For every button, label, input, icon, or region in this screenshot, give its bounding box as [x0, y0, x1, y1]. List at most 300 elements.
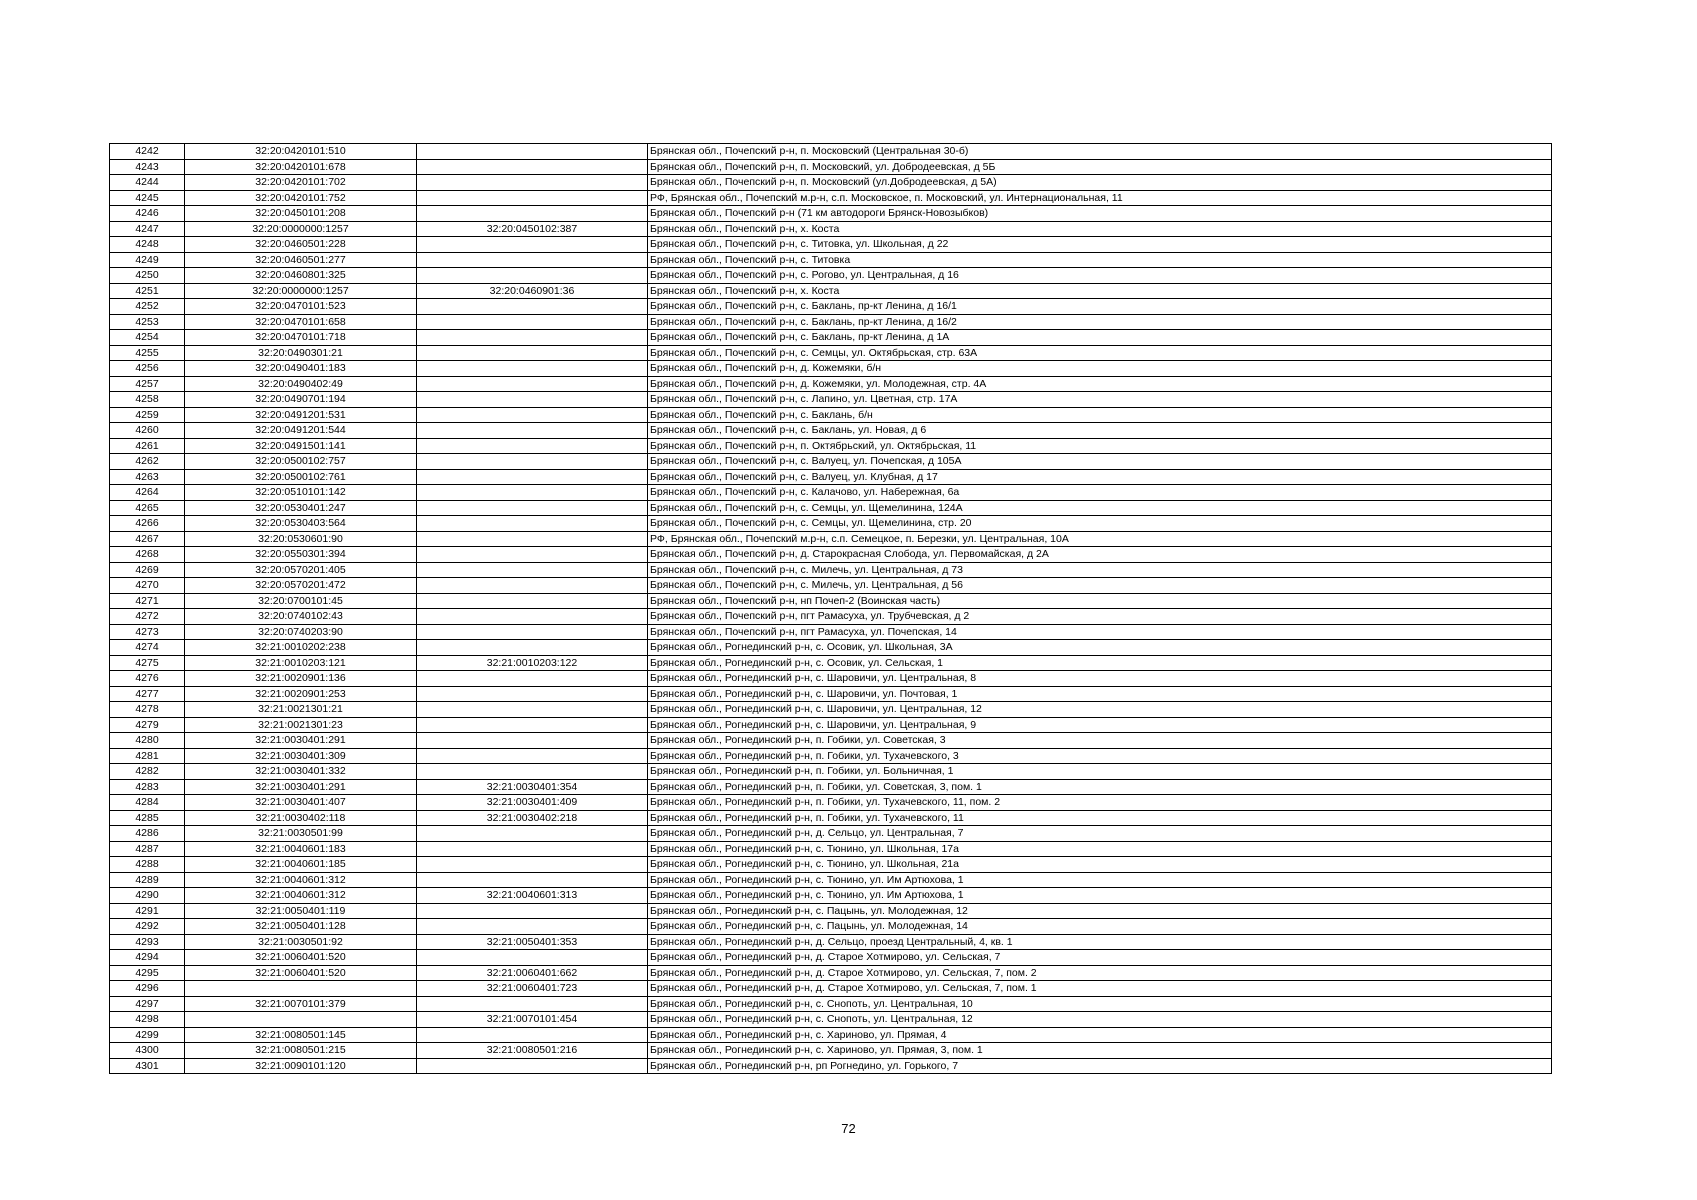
row-number-cell: 4281 [110, 748, 185, 764]
cadastral-number-cell [185, 1012, 417, 1028]
table-row [110, 1027, 1552, 1043]
row-number-cell: 4293 [110, 934, 185, 950]
related-cadastral-number-cell: 32:21:0040601:313 [417, 888, 648, 904]
row-number-cell: 4247 [110, 221, 185, 237]
cadastral-number-cell: 32:21:0030401:407 [185, 795, 417, 811]
related-cadastral-number-cell: 32:21:0030401:409 [417, 795, 648, 811]
cadastral-number-cell: 32:20:0420101:510 [185, 144, 417, 160]
cadastral-number-cell: 32:20:0420101:678 [185, 159, 417, 175]
cadastral-number-cell [185, 981, 417, 997]
row-number-cell: 4261 [110, 438, 185, 454]
cadastral-number-cell: 32:20:0550301:394 [185, 547, 417, 563]
cadastral-number-cell: 32:20:0420101:752 [185, 190, 417, 206]
address-cell: Брянская обл., Почепский р-н, с. Титовка, ул. Школьная, д 22 [648, 237, 1552, 253]
address-cell: Брянская обл., Почепский р-н, с. Милечь, ул. Центральная, д 56 [648, 578, 1552, 594]
row-number-cell: 4290 [110, 888, 185, 904]
address-cell: Брянская обл., Рогнединский р-н, с. Снопоть, ул. Центральная, 10 [648, 996, 1552, 1012]
row-number-cell: 4276 [110, 671, 185, 687]
address-cell: Брянская обл., Рогнединский р-н, п. Гобики, ул. Тухачевского, 3 [648, 748, 1552, 764]
row-number-cell: 4291 [110, 903, 185, 919]
address-cell: Брянская обл., Почепский р-н, с. Милечь, ул. Центральная, д 73 [648, 562, 1552, 578]
cadastral-number-cell: 32:20:0000000:1257 [185, 221, 417, 237]
address-cell: Брянская обл., Рогнединский р-н, с. Пацынь, ул. Молодежная, 14 [648, 919, 1552, 935]
address-cell: Брянская обл., Рогнединский р-н, д. Старое Хотмирово, ул. Сельская, 7, пом. 2 [648, 965, 1552, 981]
row-number-cell: 4271 [110, 593, 185, 609]
address-cell: Брянская обл., Почепский р-н, с. Семцы, ул. Щемелинина, 124А [648, 500, 1552, 516]
related-cadastral-number-cell [417, 578, 648, 594]
address-cell: Брянская обл., Почепский р-н, с. Рогово, ул. Центральная, д 16 [648, 268, 1552, 284]
row-number-cell: 4246 [110, 206, 185, 222]
related-cadastral-number-cell: 32:21:0030402:218 [417, 810, 648, 826]
row-number-cell: 4268 [110, 547, 185, 563]
address-cell: Брянская обл., Рогнединский р-н, д. Старое Хотмирово, ул. Сельская, 7, пом. 1 [648, 981, 1552, 997]
related-cadastral-number-cell [417, 624, 648, 640]
table-row [110, 810, 1552, 826]
address-cell: Брянская обл., Почепский р-н, с. Семцы, ул. Октябрьская, стр. 63А [648, 345, 1552, 361]
table-row [110, 392, 1552, 408]
cadastral-number-cell: 32:20:0470101:718 [185, 330, 417, 346]
cadastral-number-cell: 32:20:0470101:523 [185, 299, 417, 315]
table-row [110, 872, 1552, 888]
table-row [110, 1058, 1552, 1074]
address-cell: Брянская обл., Рогнединский р-н, с. Хариново, ул. Прямая, 3, пом. 1 [648, 1043, 1552, 1059]
related-cadastral-number-cell [417, 454, 648, 470]
table-row [110, 330, 1552, 346]
cadastral-number-cell: 32:21:0060401:520 [185, 950, 417, 966]
address-cell: Брянская обл., Почепский р-н, с. Баклань, б/н [648, 407, 1552, 423]
related-cadastral-number-cell [417, 175, 648, 191]
row-number-cell: 4262 [110, 454, 185, 470]
row-number-cell: 4267 [110, 531, 185, 547]
related-cadastral-number-cell: 32:20:0450102:387 [417, 221, 648, 237]
table-row [110, 640, 1552, 656]
address-cell: Брянская обл., Почепский р-н, пгт Рамасуха, ул. Трубчевская, д 2 [648, 609, 1552, 625]
table-row [110, 981, 1552, 997]
table-row [110, 562, 1552, 578]
table-row [110, 888, 1552, 904]
table-row [110, 376, 1552, 392]
related-cadastral-number-cell [417, 252, 648, 268]
cadastral-number-cell: 32:21:0030501:99 [185, 826, 417, 842]
table-row [110, 283, 1552, 299]
related-cadastral-number-cell [417, 717, 648, 733]
row-number-cell: 4245 [110, 190, 185, 206]
address-cell: Брянская обл., Почепский р-н, с. Лапино, ул. Цветная, стр. 17А [648, 392, 1552, 408]
address-cell: Брянская обл., Почепский р-н, с. Баклань, пр-кт Ленина, д 1А [648, 330, 1552, 346]
cadastral-number-cell: 32:20:0530401:247 [185, 500, 417, 516]
cadastral-number-cell: 32:20:0510101:142 [185, 485, 417, 501]
related-cadastral-number-cell [417, 376, 648, 392]
address-cell: Брянская обл., Рогнединский р-н, д. Сельцо, ул. Центральная, 7 [648, 826, 1552, 842]
related-cadastral-number-cell [417, 857, 648, 873]
row-number-cell: 4285 [110, 810, 185, 826]
cadastral-number-cell: 32:21:0021301:21 [185, 702, 417, 718]
related-cadastral-number-cell: 32:21:0080501:216 [417, 1043, 648, 1059]
related-cadastral-number-cell [417, 314, 648, 330]
related-cadastral-number-cell: 32:21:0050401:353 [417, 934, 648, 950]
cadastral-number-cell: 32:21:0050401:128 [185, 919, 417, 935]
address-cell: Брянская обл., Почепский р-н, д. Старокрасная Слобода, ул. Первомайская, д 2А [648, 547, 1552, 563]
address-cell: РФ, Брянская обл., Почепский м.р-н, с.п. Московское, п. Московский, ул. Интернациональная, 11 [648, 190, 1552, 206]
table-row [110, 438, 1552, 454]
address-cell: Брянская обл., Рогнединский р-н, д. Старое Хотмирово, ул. Сельская, 7 [648, 950, 1552, 966]
related-cadastral-number-cell: 32:21:0030401:354 [417, 779, 648, 795]
row-number-cell: 4284 [110, 795, 185, 811]
related-cadastral-number-cell: 32:21:0010203:122 [417, 655, 648, 671]
related-cadastral-number-cell [417, 500, 648, 516]
address-cell: Брянская обл., Почепский р-н, п. Московский (ул.Добродеевская, д 5А) [648, 175, 1552, 191]
address-cell: Брянская обл., Почепский р-н, п. Московский, ул. Добродеевская, д 5Б [648, 159, 1552, 175]
address-cell: Брянская обл., Почепский р-н, с. Баклань, ул. Новая, д 6 [648, 423, 1552, 439]
cadastral-number-cell: 32:21:0080501:145 [185, 1027, 417, 1043]
row-number-cell: 4287 [110, 841, 185, 857]
related-cadastral-number-cell [417, 330, 648, 346]
registry-table-body [110, 144, 1552, 1074]
related-cadastral-number-cell [417, 919, 648, 935]
related-cadastral-number-cell [417, 640, 648, 656]
related-cadastral-number-cell: 32:21:0060401:723 [417, 981, 648, 997]
address-cell: Брянская обл., Рогнединский р-н, с. Тюнино, ул. Школьная, 17а [648, 841, 1552, 857]
table-row [110, 903, 1552, 919]
table-row [110, 144, 1552, 160]
address-cell: Брянская обл., Почепский р-н (71 км автодороги Брянск-Новозыбков) [648, 206, 1552, 222]
row-number-cell: 4256 [110, 361, 185, 377]
cadastral-number-cell: 32:20:0500102:761 [185, 469, 417, 485]
table-row [110, 717, 1552, 733]
table-row [110, 748, 1552, 764]
row-number-cell: 4258 [110, 392, 185, 408]
related-cadastral-number-cell [417, 407, 648, 423]
related-cadastral-number-cell [417, 190, 648, 206]
address-cell: Брянская обл., Рогнединский р-н, п. Гобики, ул. Советская, 3 [648, 733, 1552, 749]
table-row [110, 454, 1552, 470]
related-cadastral-number-cell [417, 516, 648, 532]
table-row [110, 779, 1552, 795]
table-row [110, 485, 1552, 501]
related-cadastral-number-cell [417, 1058, 648, 1074]
cadastral-number-cell: 32:20:0000000:1257 [185, 283, 417, 299]
table-row [110, 950, 1552, 966]
table-row [110, 841, 1552, 857]
related-cadastral-number-cell [417, 748, 648, 764]
row-number-cell: 4255 [110, 345, 185, 361]
related-cadastral-number-cell [417, 609, 648, 625]
cadastral-number-cell: 32:20:0460501:228 [185, 237, 417, 253]
row-number-cell: 4282 [110, 764, 185, 780]
cadastral-number-cell: 32:21:0040601:183 [185, 841, 417, 857]
table-row [110, 407, 1552, 423]
address-cell: Брянская обл., Почепский р-н, х. Коста [648, 283, 1552, 299]
address-cell: Брянская обл., Почепский р-н, с. Калачово, ул. Набережная, 6а [648, 485, 1552, 501]
table-row [110, 1012, 1552, 1028]
table-row [110, 361, 1552, 377]
related-cadastral-number-cell [417, 299, 648, 315]
address-cell: Брянская обл., Рогнединский р-н, п. Гобики, ул. Советская, 3, пом. 1 [648, 779, 1552, 795]
row-number-cell: 4251 [110, 283, 185, 299]
table-row [110, 314, 1552, 330]
table-row [110, 345, 1552, 361]
address-cell: Брянская обл., Рогнединский р-н, с. Шаровичи, ул. Центральная, 8 [648, 671, 1552, 687]
table-row [110, 795, 1552, 811]
related-cadastral-number-cell [417, 872, 648, 888]
row-number-cell: 4266 [110, 516, 185, 532]
table-row [110, 919, 1552, 935]
row-number-cell: 4286 [110, 826, 185, 842]
related-cadastral-number-cell [417, 996, 648, 1012]
row-number-cell: 4265 [110, 500, 185, 516]
row-number-cell: 4272 [110, 609, 185, 625]
row-number-cell: 4298 [110, 1012, 185, 1028]
row-number-cell: 4292 [110, 919, 185, 935]
address-cell: Брянская обл., Рогнединский р-н, с. Снопоть, ул. Центральная, 12 [648, 1012, 1552, 1028]
row-number-cell: 4283 [110, 779, 185, 795]
table-row [110, 764, 1552, 780]
address-cell: Брянская обл., Рогнединский р-н, с. Тюнино, ул. Им Артюхова, 1 [648, 888, 1552, 904]
related-cadastral-number-cell [417, 361, 648, 377]
related-cadastral-number-cell [417, 950, 648, 966]
row-number-cell: 4264 [110, 485, 185, 501]
row-number-cell: 4275 [110, 655, 185, 671]
cadastral-number-cell: 32:21:0040601:312 [185, 872, 417, 888]
table-row [110, 934, 1552, 950]
row-number-cell: 4248 [110, 237, 185, 253]
table-row [110, 175, 1552, 191]
related-cadastral-number-cell [417, 686, 648, 702]
row-number-cell: 4288 [110, 857, 185, 873]
cadastral-number-cell: 32:21:0030501:92 [185, 934, 417, 950]
cadastral-number-cell: 32:21:0040601:312 [185, 888, 417, 904]
address-cell: Брянская обл., Почепский р-н, д. Кожемяки, б/н [648, 361, 1552, 377]
cadastral-number-cell: 32:20:0530403:564 [185, 516, 417, 532]
cadastral-number-cell: 32:20:0450101:208 [185, 206, 417, 222]
table-row [110, 206, 1552, 222]
address-cell: Брянская обл., Рогнединский р-н, п. Гобики, ул. Тухачевского, 11, пом. 2 [648, 795, 1552, 811]
cadastral-number-cell: 32:20:0490701:194 [185, 392, 417, 408]
row-number-cell: 4249 [110, 252, 185, 268]
row-number-cell: 4289 [110, 872, 185, 888]
related-cadastral-number-cell: 32:21:0060401:662 [417, 965, 648, 981]
row-number-cell: 4278 [110, 702, 185, 718]
row-number-cell: 4244 [110, 175, 185, 191]
row-number-cell: 4242 [110, 144, 185, 160]
address-cell: Брянская обл., Рогнединский р-н, д. Сельцо, проезд Центральный, 4, кв. 1 [648, 934, 1552, 950]
row-number-cell: 4270 [110, 578, 185, 594]
table-row [110, 190, 1552, 206]
address-cell: Брянская обл., Почепский р-н, п. Московский (Центральная 30-б) [648, 144, 1552, 160]
address-cell: Брянская обл., Почепский р-н, с. Баклань, пр-кт Ленина, д 16/1 [648, 299, 1552, 315]
cadastral-number-cell: 32:20:0490401:183 [185, 361, 417, 377]
related-cadastral-number-cell [417, 903, 648, 919]
related-cadastral-number-cell [417, 423, 648, 439]
address-cell: Брянская обл., Почепский р-н, с. Титовка [648, 252, 1552, 268]
table-row [110, 965, 1552, 981]
cadastral-number-cell: 32:21:0010202:238 [185, 640, 417, 656]
table-row [110, 857, 1552, 873]
row-number-cell: 4296 [110, 981, 185, 997]
address-cell: Брянская обл., Рогнединский р-н, с. Осовик, ул. Сельская, 1 [648, 655, 1552, 671]
table-row [110, 547, 1552, 563]
row-number-cell: 4243 [110, 159, 185, 175]
cadastral-number-cell: 32:21:0030401:309 [185, 748, 417, 764]
address-cell: Брянская обл., Рогнединский р-н, с. Тюнино, ул. Школьная, 21а [648, 857, 1552, 873]
row-number-cell: 4301 [110, 1058, 185, 1074]
table-row [110, 299, 1552, 315]
page-number: 72 [841, 1121, 856, 1136]
row-number-cell: 4257 [110, 376, 185, 392]
table-row [110, 469, 1552, 485]
address-cell: Брянская обл., Рогнединский р-н, п. Гобики, ул. Больничная, 1 [648, 764, 1552, 780]
table-row [110, 252, 1552, 268]
cadastral-number-cell: 32:21:0040601:185 [185, 857, 417, 873]
related-cadastral-number-cell [417, 237, 648, 253]
table-row [110, 996, 1552, 1012]
registry-table [109, 143, 1552, 1074]
related-cadastral-number-cell [417, 562, 648, 578]
cadastral-number-cell: 32:21:0080501:215 [185, 1043, 417, 1059]
cadastral-number-cell: 32:21:0060401:520 [185, 965, 417, 981]
related-cadastral-number-cell [417, 392, 648, 408]
cadastral-number-cell: 32:21:0020901:253 [185, 686, 417, 702]
table-row [110, 702, 1552, 718]
cadastral-number-cell: 32:20:0491201:544 [185, 423, 417, 439]
address-cell: Брянская обл., Почепский р-н, нп Почеп-2 (Воинская часть) [648, 593, 1552, 609]
address-cell: Брянская обл., Почепский р-н, пгт Рамасуха, ул. Почепская, 14 [648, 624, 1552, 640]
row-number-cell: 4299 [110, 1027, 185, 1043]
table-row [110, 624, 1552, 640]
cadastral-number-cell: 32:21:0030401:291 [185, 733, 417, 749]
related-cadastral-number-cell [417, 733, 648, 749]
address-cell: Брянская обл., Рогнединский р-н, с. Осовик, ул. Школьная, 3А [648, 640, 1552, 656]
row-number-cell: 4274 [110, 640, 185, 656]
related-cadastral-number-cell: 32:21:0070101:454 [417, 1012, 648, 1028]
table-row [110, 826, 1552, 842]
table-row [110, 1043, 1552, 1059]
row-number-cell: 4260 [110, 423, 185, 439]
row-number-cell: 4295 [110, 965, 185, 981]
related-cadastral-number-cell [417, 144, 648, 160]
cadastral-number-cell: 32:20:0470101:658 [185, 314, 417, 330]
table-row [110, 500, 1552, 516]
related-cadastral-number-cell [417, 593, 648, 609]
cadastral-number-cell: 32:20:0570201:472 [185, 578, 417, 594]
row-number-cell: 4300 [110, 1043, 185, 1059]
row-number-cell: 4253 [110, 314, 185, 330]
row-number-cell: 4269 [110, 562, 185, 578]
table-row [110, 671, 1552, 687]
row-number-cell: 4254 [110, 330, 185, 346]
cadastral-number-cell: 32:20:0740102:43 [185, 609, 417, 625]
related-cadastral-number-cell [417, 438, 648, 454]
table-row [110, 609, 1552, 625]
related-cadastral-number-cell [417, 531, 648, 547]
cadastral-number-cell: 32:20:0460501:277 [185, 252, 417, 268]
related-cadastral-number-cell [417, 671, 648, 687]
row-number-cell: 4259 [110, 407, 185, 423]
cadastral-number-cell: 32:20:0700101:45 [185, 593, 417, 609]
row-number-cell: 4277 [110, 686, 185, 702]
address-cell: Брянская обл., Рогнединский р-н, с. Хариново, ул. Прямая, 4 [648, 1027, 1552, 1043]
table-row [110, 516, 1552, 532]
address-cell: Брянская обл., Рогнединский р-н, с. Шаровичи, ул. Почтовая, 1 [648, 686, 1552, 702]
cadastral-number-cell: 32:20:0420101:702 [185, 175, 417, 191]
related-cadastral-number-cell [417, 206, 648, 222]
cadastral-number-cell: 32:21:0021301:23 [185, 717, 417, 733]
row-number-cell: 4252 [110, 299, 185, 315]
cadastral-number-cell: 32:21:0030401:291 [185, 779, 417, 795]
cadastral-number-cell: 32:20:0570201:405 [185, 562, 417, 578]
related-cadastral-number-cell [417, 841, 648, 857]
cadastral-number-cell: 32:20:0491501:141 [185, 438, 417, 454]
address-cell: Брянская обл., Почепский р-н, с. Семцы, ул. Щемелинина, стр. 20 [648, 516, 1552, 532]
address-cell: Брянская обл., Почепский р-н, с. Валуец, ул. Почепская, д 105А [648, 454, 1552, 470]
row-number-cell: 4273 [110, 624, 185, 640]
address-cell: РФ, Брянская обл., Почепский м.р-н, с.п. Семецкое, п. Березки, ул. Центральная, 10А [648, 531, 1552, 547]
address-cell: Брянская обл., Почепский р-н, д. Кожемяки, ул. Молодежная, стр. 4А [648, 376, 1552, 392]
cadastral-number-cell: 32:21:0030401:332 [185, 764, 417, 780]
related-cadastral-number-cell [417, 702, 648, 718]
related-cadastral-number-cell [417, 826, 648, 842]
table-row [110, 655, 1552, 671]
table-row [110, 237, 1552, 253]
related-cadastral-number-cell [417, 1027, 648, 1043]
table-row [110, 578, 1552, 594]
address-cell: Брянская обл., Рогнединский р-н, с. Шаровичи, ул. Центральная, 12 [648, 702, 1552, 718]
cadastral-number-cell: 32:20:0500102:757 [185, 454, 417, 470]
cadastral-number-cell: 32:20:0490301:21 [185, 345, 417, 361]
table-row [110, 593, 1552, 609]
table-row [110, 531, 1552, 547]
table-row [110, 159, 1552, 175]
related-cadastral-number-cell [417, 485, 648, 501]
cadastral-number-cell: 32:20:0530601:90 [185, 531, 417, 547]
address-cell: Брянская обл., Рогнединский р-н, с. Пацынь, ул. Молодежная, 12 [648, 903, 1552, 919]
address-cell: Брянская обл., Почепский р-н, с. Валуец, ул. Клубная, д 17 [648, 469, 1552, 485]
row-number-cell: 4250 [110, 268, 185, 284]
related-cadastral-number-cell [417, 547, 648, 563]
row-number-cell: 4280 [110, 733, 185, 749]
table-row [110, 221, 1552, 237]
table-row [110, 733, 1552, 749]
address-cell: Брянская обл., Почепский р-н, х. Коста [648, 221, 1552, 237]
address-cell: Брянская обл., Рогнединский р-н, рп Рогнедино, ул. Горького, 7 [648, 1058, 1552, 1074]
cadastral-number-cell: 32:20:0490402:49 [185, 376, 417, 392]
table-row [110, 423, 1552, 439]
cadastral-number-cell: 32:21:0020901:136 [185, 671, 417, 687]
address-cell: Брянская обл., Рогнединский р-н, с. Тюнино, ул. Им Артюхова, 1 [648, 872, 1552, 888]
cadastral-number-cell: 32:21:0010203:121 [185, 655, 417, 671]
cadastral-number-cell: 32:21:0050401:119 [185, 903, 417, 919]
address-cell: Брянская обл., Почепский р-н, с. Баклань, пр-кт Ленина, д 16/2 [648, 314, 1552, 330]
cadastral-number-cell: 32:20:0460801:325 [185, 268, 417, 284]
row-number-cell: 4297 [110, 996, 185, 1012]
related-cadastral-number-cell: 32:20:0460901:36 [417, 283, 648, 299]
related-cadastral-number-cell [417, 345, 648, 361]
address-cell: Брянская обл., Почепский р-н, п. Октябрьский, ул. Октябрьская, 11 [648, 438, 1552, 454]
address-cell: Брянская обл., Рогнединский р-н, с. Шаровичи, ул. Центральная, 9 [648, 717, 1552, 733]
table-row [110, 686, 1552, 702]
row-number-cell: 4279 [110, 717, 185, 733]
related-cadastral-number-cell [417, 764, 648, 780]
cadastral-number-cell: 32:20:0740203:90 [185, 624, 417, 640]
cadastral-number-cell: 32:21:0070101:379 [185, 996, 417, 1012]
row-number-cell: 4263 [110, 469, 185, 485]
address-cell: Брянская обл., Рогнединский р-н, п. Гобики, ул. Тухачевского, 11 [648, 810, 1552, 826]
row-number-cell: 4294 [110, 950, 185, 966]
cadastral-number-cell: 32:20:0491201:531 [185, 407, 417, 423]
related-cadastral-number-cell [417, 469, 648, 485]
cadastral-number-cell: 32:21:0090101:120 [185, 1058, 417, 1074]
related-cadastral-number-cell [417, 159, 648, 175]
